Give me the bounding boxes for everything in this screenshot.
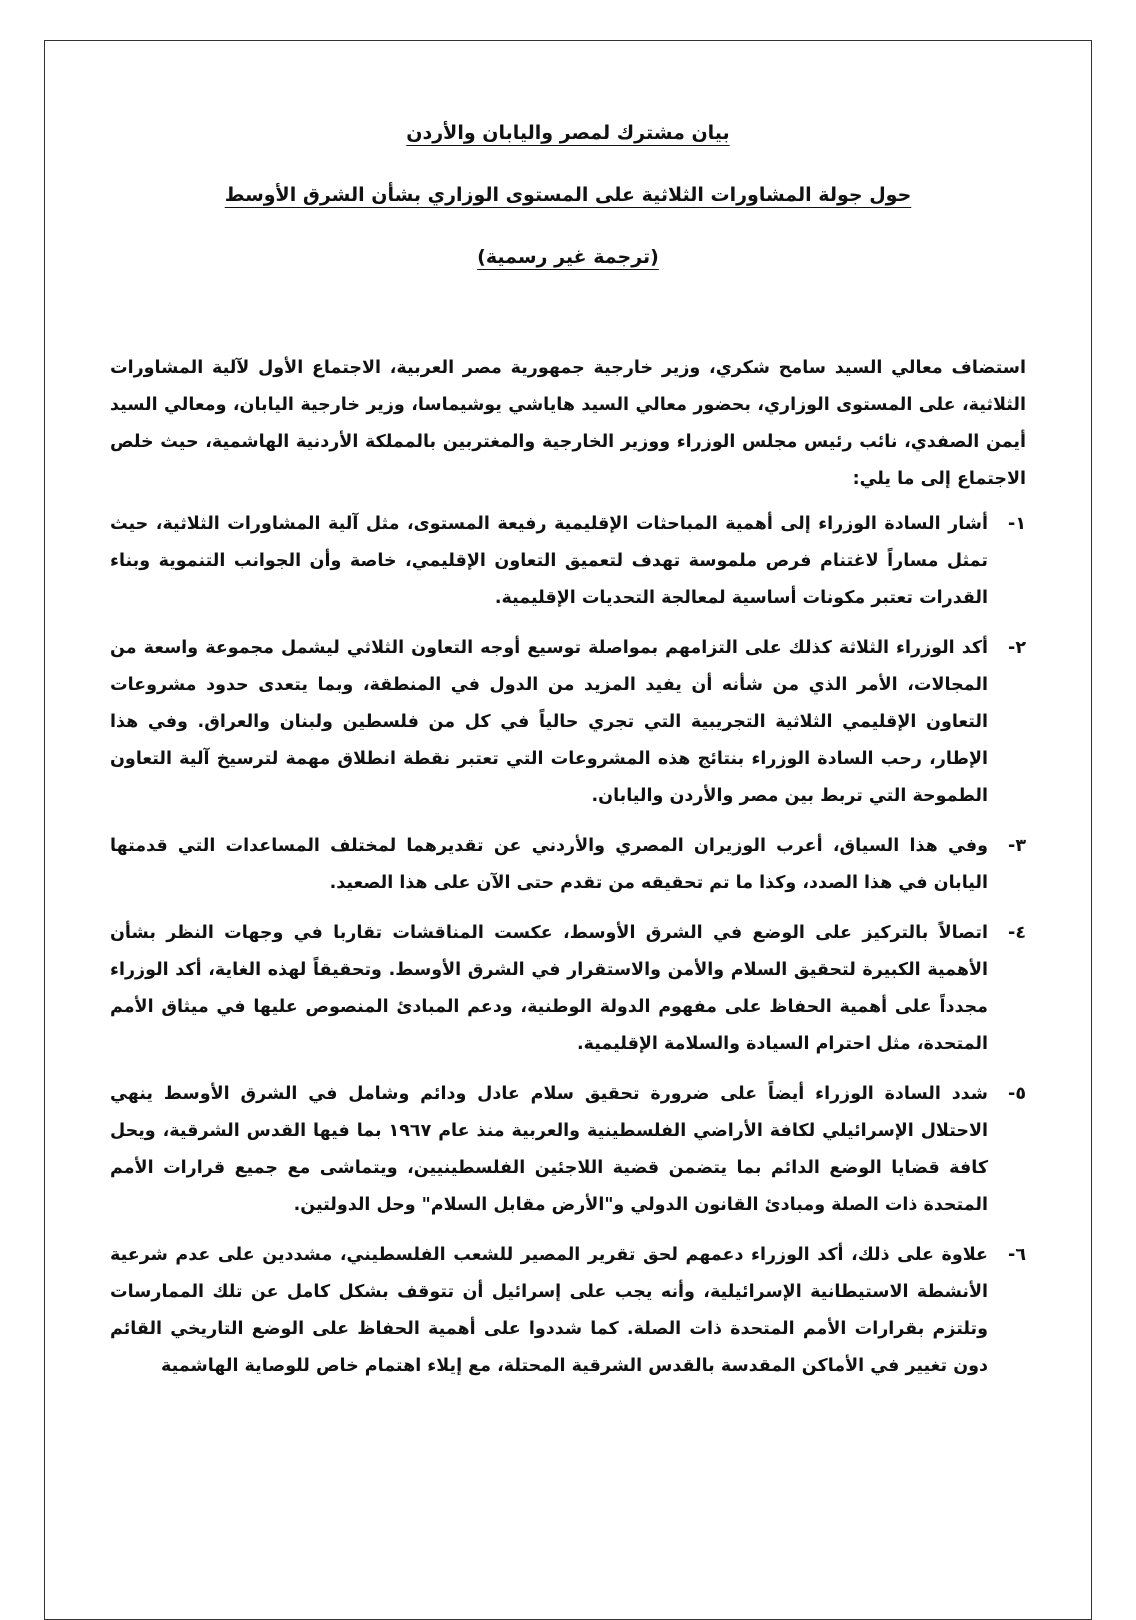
item-text: أشار السادة الوزراء إلى أهمية المباحثات الإقليمية رفيعة المستوى، مثل آلية المشاورات الثلاثية، حيث تمثل مساراً لاغتنام فرص ملموسة تهدف لتعميق التعاون الإقليمي، خاصة وأن الجوانب التنموية وبناء القدرات تعتبر مكونات أساسية لمعالجة التحديات الإقليمية. [110, 514, 988, 608]
item-text: شدد السادة الوزراء أيضاً على ضرورة تحقيق سلام عادل ودائم وشامل في الشرق الأوسط ينهي الاحتلال الإسرائيلي لكافة الأراضي الفلسطينية والعربية منذ عام ١٩٦٧ بما فيها القدس الشرقية، ويحل كافة قضايا الوضع الدائم بما يتضمن قضية اللاجئين الفلسطينيين، ويتماشى مع جميع قرارات الأمم المتحدة ذات الصلة ومبادئ القانون الدولي و"الأرض مقابل السلام" وحل الدولتين. [110, 1084, 989, 1215]
numbered-item [110, 828, 1026, 902]
item-number: ٥- [1008, 1084, 1026, 1104]
numbered-item [110, 506, 1026, 617]
item-text: علاوة على ذلك، أكد الوزراء دعمهم لحق تقرير المصير للشعب الفلسطيني، مشددين على عدم شرعية الأنشطة الاستيطانية الإسرائيلية، وأنه يجب على إسرائيل أن تتوقف بشكل كامل عن تلك الممارسات وتلتزم بقرارات الأمم المتحدة ذات الصلة. كما شددوا على أهمية الحفاظ على الوضع التاريخي القائم دون تغيير في الأماكن المقدسة بالقدس الشرقية المحتلة، مع إيلاء اهتمام خاص للوصاية الهاشمية [110, 1245, 988, 1376]
item-text: أكد الوزراء الثلاثة كذلك على التزامهم بمواصلة توسيع أوجه التعاون الثلاثي ليشمل مجموعة واسعة من المجالات، الأمر الذي من شأنه أن يفيد المزيد من الدول في المنطقة، وبما يتعدى حدود مشروعات التعاون الإقليمي الثلاثية التجريبية التي تجري حالياً في كل من فلسطين ولبنان والعراق. وفي هذا الإطار، رحب السادة الوزراء بنتائج هذه المشروعات التي تعتبر نقطة انطلاق مهمة لترسيخ آلية التعاون الطموحة التي تربط بين مصر والأردن واليابان. [110, 638, 988, 806]
item-number: ٣- [1008, 836, 1026, 856]
numbered-item [110, 915, 1026, 1063]
document-subtitle: حول جولة المشاورات الثلاثية على المستوى الوزاري بشأن الشرق الأوسط [224, 184, 912, 206]
intro-paragraph: استضاف معالي السيد سامح شكري، وزير خارجية جمهورية مصر العربية، الاجتماع الأول لآلية المشاورات الثلاثية، على المستوى الوزاري، بحضور معالي السيد هاياشي يوشيماسا، وزير خارجية اليابان، ومعالي السيد أيمن الصفدي، نائب رئيس مجلس الوزراء ووزير الخارجية والمغتربين بالمملكة الأردنية الهاشمية، حيث خلص الاجتماع إلى ما يلي: [110, 358, 1026, 489]
numbered-item [110, 1076, 1026, 1224]
item-number: ٦- [1008, 1245, 1026, 1265]
item-number: ١- [1008, 514, 1026, 534]
item-number: ٢- [1008, 638, 1026, 658]
item-text: اتصالاً بالتركيز على الوضع في الشرق الأوسط، عكست المناقشات تقاربا في وجهات النظر بشأن الأهمية الكبيرة لتحقيق السلام والأمن والاستقرار في الشرق الأوسط. وتحقيقاً لهذه الغاية، أكد الوزراء مجدداً على أهمية الحفاظ على مفهوم الدولة الوطنية، ودعم المبادئ المنصوص عليها في ميثاق الأمم المتحدة، مثل احترام السيادة والسلامة الإقليمية. [110, 923, 988, 1054]
translation-note: (ترجمة غير رسمية) [477, 246, 659, 268]
document-body [110, 118, 1026, 1398]
item-text: وفي هذا السياق، أعرب الوزيران المصري والأردني عن تقديرهما لمختلف المساعدات التي قدمتها اليابان في هذا الصدد، وكذا ما تم تحقيقه من تقدم حتى الآن على هذا الصعيد. [110, 836, 988, 893]
numbered-item [110, 630, 1026, 815]
numbered-item [110, 1237, 1026, 1385]
document-title: بيان مشترك لمصر واليابان والأردن [406, 122, 730, 144]
item-number: ٤- [1008, 923, 1026, 943]
